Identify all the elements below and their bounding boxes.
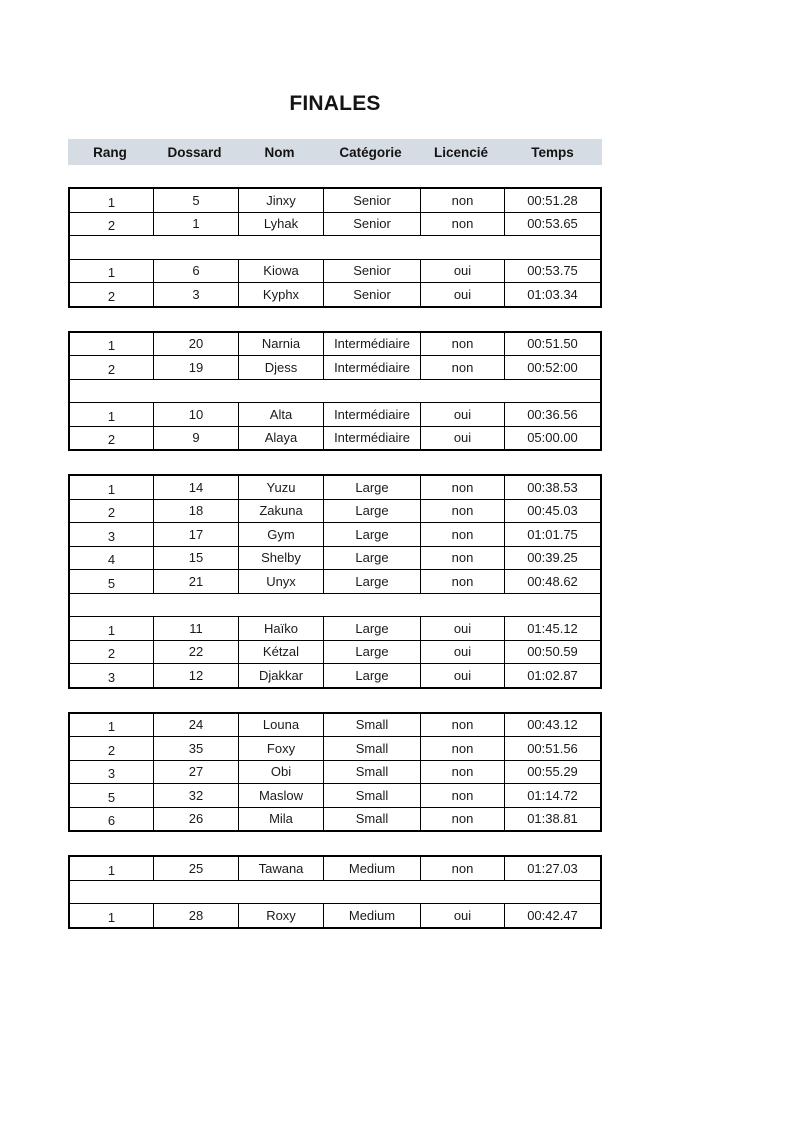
table-cell: Djess <box>239 356 324 379</box>
table-row <box>70 737 600 761</box>
table-cell: Intermédiaire <box>324 333 421 356</box>
table-cell: Mila <box>239 808 324 831</box>
table-cell: 01:27.03 <box>527 860 578 876</box>
table-row <box>70 761 600 785</box>
table-row <box>70 213 600 237</box>
table-cell: Small <box>324 737 421 760</box>
table-cell: Large <box>324 500 421 523</box>
table-cell: 18 <box>154 500 239 523</box>
table-cell: Obi <box>239 761 324 784</box>
column-header-licenci-: Licencié <box>433 144 489 160</box>
table-cell: 15 <box>154 547 239 570</box>
table-row <box>70 333 600 357</box>
table-cell: non <box>421 213 505 236</box>
table-cell: 14 <box>154 476 239 499</box>
empty-cell <box>70 594 600 617</box>
table-cell: 00:51.28 <box>527 192 578 208</box>
table-cell: Senior <box>324 283 421 306</box>
table-cell: 2 <box>70 427 154 450</box>
table-cell: 01:03.34 <box>527 286 578 302</box>
table-cell: 17 <box>154 523 239 546</box>
table-cell: non <box>421 737 505 760</box>
table-cell: Large <box>324 641 421 664</box>
table-cell: 25 <box>154 857 239 880</box>
table-row <box>70 784 600 808</box>
table-cell: Kétzal <box>239 641 324 664</box>
table-cell: non <box>421 476 505 499</box>
column-header-cat-gorie: Catégorie <box>339 144 402 160</box>
table-row <box>70 476 600 500</box>
table-cell: Small <box>324 761 421 784</box>
table-cell: Jinxy <box>239 189 324 212</box>
column-header-nom: Nom <box>264 144 295 160</box>
table-cell: Medium <box>324 857 421 880</box>
table-cell: 3 <box>70 523 154 546</box>
table-cell: 3 <box>70 664 154 687</box>
empty-cell <box>70 380 600 403</box>
table-cell: Small <box>324 808 421 831</box>
table-cell: 6 <box>154 260 239 283</box>
table-cell: Alaya <box>239 427 324 450</box>
table-row <box>70 641 600 665</box>
table-row <box>70 808 600 831</box>
page-title: FINALES <box>289 92 381 115</box>
table-row <box>70 904 600 927</box>
table-cell: oui <box>421 403 505 426</box>
table-cell: non <box>421 189 505 212</box>
table-cell: 19 <box>154 356 239 379</box>
table-cell: 00:55.29 <box>527 764 578 780</box>
table-cell: Large <box>324 523 421 546</box>
table-cell: Large <box>324 617 421 640</box>
table-cell: 1 <box>70 403 154 426</box>
table-cell: 24 <box>154 714 239 737</box>
table-cell: 1 <box>70 476 154 499</box>
table-cell: oui <box>421 617 505 640</box>
table-cell: Large <box>324 664 421 687</box>
table-cell: Intermédiaire <box>324 427 421 450</box>
table-cell: Large <box>324 476 421 499</box>
table-cell: 00:48.62 <box>527 573 578 589</box>
blank-row <box>70 594 600 618</box>
table-cell: Tawana <box>239 857 324 880</box>
table-cell: Shelby <box>239 547 324 570</box>
table-cell: non <box>421 547 505 570</box>
results-table <box>68 187 602 308</box>
table-cell: non <box>421 356 505 379</box>
table-cell: 1 <box>70 189 154 212</box>
table-row <box>70 857 600 881</box>
table-cell: 20 <box>154 333 239 356</box>
blank-row <box>70 236 600 260</box>
table-cell: Kiowa <box>239 260 324 283</box>
table-cell: 1 <box>70 857 154 880</box>
blank-row <box>70 881 600 905</box>
table-cell: 01:01.75 <box>527 526 578 542</box>
table-cell: Senior <box>324 260 421 283</box>
table-cell: 00:51.50 <box>527 336 578 352</box>
table-cell: 9 <box>154 427 239 450</box>
table-cell: non <box>421 714 505 737</box>
table-cell: non <box>421 523 505 546</box>
table-cell: 01:14.72 <box>527 787 578 803</box>
table-cell: 27 <box>154 761 239 784</box>
table-cell: Narnia <box>239 333 324 356</box>
table-cell: 1 <box>70 904 154 927</box>
table-cell: 21 <box>154 570 239 593</box>
table-cell: Intermédiaire <box>324 356 421 379</box>
results-tables <box>68 187 602 952</box>
table-cell: Senior <box>324 189 421 212</box>
table-cell: Kyphx <box>239 283 324 306</box>
table-row <box>70 356 600 380</box>
table-cell: 00:36.56 <box>527 406 578 422</box>
results-table <box>68 712 602 833</box>
table-cell: Haïko <box>239 617 324 640</box>
table-cell: Senior <box>324 213 421 236</box>
table-cell: Large <box>324 547 421 570</box>
table-cell: Small <box>324 784 421 807</box>
table-cell: oui <box>421 904 505 927</box>
table-cell: Unyx <box>239 570 324 593</box>
table-cell: Gym <box>239 523 324 546</box>
table-cell: 1 <box>70 333 154 356</box>
table-cell: oui <box>421 283 505 306</box>
table-cell: 2 <box>70 500 154 523</box>
table-row <box>70 283 600 306</box>
column-header-dossard: Dossard <box>167 144 222 160</box>
table-cell: 00:51.56 <box>527 740 578 756</box>
table-cell: 1 <box>70 260 154 283</box>
table-cell: 00:42.47 <box>527 907 578 923</box>
table-cell: oui <box>421 427 505 450</box>
results-table <box>68 474 602 689</box>
table-cell: 35 <box>154 737 239 760</box>
table-cell: 01:02.87 <box>527 667 578 683</box>
blank-row <box>70 380 600 404</box>
table-cell: 22 <box>154 641 239 664</box>
column-header-row <box>68 139 602 165</box>
empty-cell <box>70 881 600 904</box>
table-cell: 2 <box>70 283 154 306</box>
table-cell: 05:00.00 <box>527 430 578 446</box>
table-cell: 2 <box>70 356 154 379</box>
table-row <box>70 427 600 450</box>
table-cell: oui <box>421 641 505 664</box>
table-row <box>70 617 600 641</box>
table-row <box>70 523 600 547</box>
table-cell: non <box>421 784 505 807</box>
table-cell: 1 <box>154 213 239 236</box>
table-cell: 5 <box>70 570 154 593</box>
results-table <box>68 855 602 929</box>
table-cell: 2 <box>70 737 154 760</box>
table-cell: 00:39.25 <box>527 550 578 566</box>
table-cell: 4 <box>70 547 154 570</box>
table-cell: oui <box>421 260 505 283</box>
column-header-rang: Rang <box>93 144 127 160</box>
table-row <box>70 664 600 687</box>
table-cell: Maslow <box>239 784 324 807</box>
table-cell: 01:45.12 <box>527 620 578 636</box>
table-cell: Lyhak <box>239 213 324 236</box>
table-cell: non <box>421 500 505 523</box>
table-cell: 00:45.03 <box>527 503 578 519</box>
table-cell: non <box>421 857 505 880</box>
table-cell: 6 <box>70 808 154 831</box>
table-cell: 00:52:00 <box>527 359 578 375</box>
table-cell: Intermédiaire <box>324 403 421 426</box>
table-cell: 28 <box>154 904 239 927</box>
table-cell: non <box>421 333 505 356</box>
table-row <box>70 189 600 213</box>
table-cell: Medium <box>324 904 421 927</box>
table-cell: 00:50.59 <box>527 644 578 660</box>
column-header-temps: Temps <box>531 144 574 160</box>
table-row <box>70 714 600 738</box>
table-cell: Small <box>324 714 421 737</box>
table-cell: 5 <box>70 784 154 807</box>
empty-cell <box>70 236 600 259</box>
table-cell: 10 <box>154 403 239 426</box>
table-cell: 1 <box>70 617 154 640</box>
table-cell: Zakuna <box>239 500 324 523</box>
table-cell: Alta <box>239 403 324 426</box>
table-cell: Louna <box>239 714 324 737</box>
table-cell: Foxy <box>239 737 324 760</box>
table-cell: oui <box>421 664 505 687</box>
table-cell: 12 <box>154 664 239 687</box>
table-row <box>70 500 600 524</box>
table-cell: Roxy <box>239 904 324 927</box>
table-row <box>70 403 600 427</box>
table-cell: non <box>421 761 505 784</box>
table-cell: 2 <box>70 641 154 664</box>
table-cell: 01:38.81 <box>527 811 578 827</box>
table-cell: 3 <box>70 761 154 784</box>
table-cell: non <box>421 570 505 593</box>
table-cell: 00:43.12 <box>527 717 578 733</box>
table-cell: Djakkar <box>239 664 324 687</box>
table-cell: 11 <box>154 617 239 640</box>
table-cell: 5 <box>154 189 239 212</box>
results-table <box>68 331 602 452</box>
table-cell: 2 <box>70 213 154 236</box>
table-cell: 26 <box>154 808 239 831</box>
table-row <box>70 547 600 571</box>
table-cell: Large <box>324 570 421 593</box>
table-row <box>70 260 600 284</box>
table-cell: 00:38.53 <box>527 479 578 495</box>
table-cell: Yuzu <box>239 476 324 499</box>
table-cell: 00:53.75 <box>527 263 578 279</box>
table-cell: 32 <box>154 784 239 807</box>
table-cell: 3 <box>154 283 239 306</box>
table-cell: 1 <box>70 714 154 737</box>
table-cell: non <box>421 808 505 831</box>
table-cell: 00:53.65 <box>527 216 578 232</box>
table-row <box>70 570 600 594</box>
